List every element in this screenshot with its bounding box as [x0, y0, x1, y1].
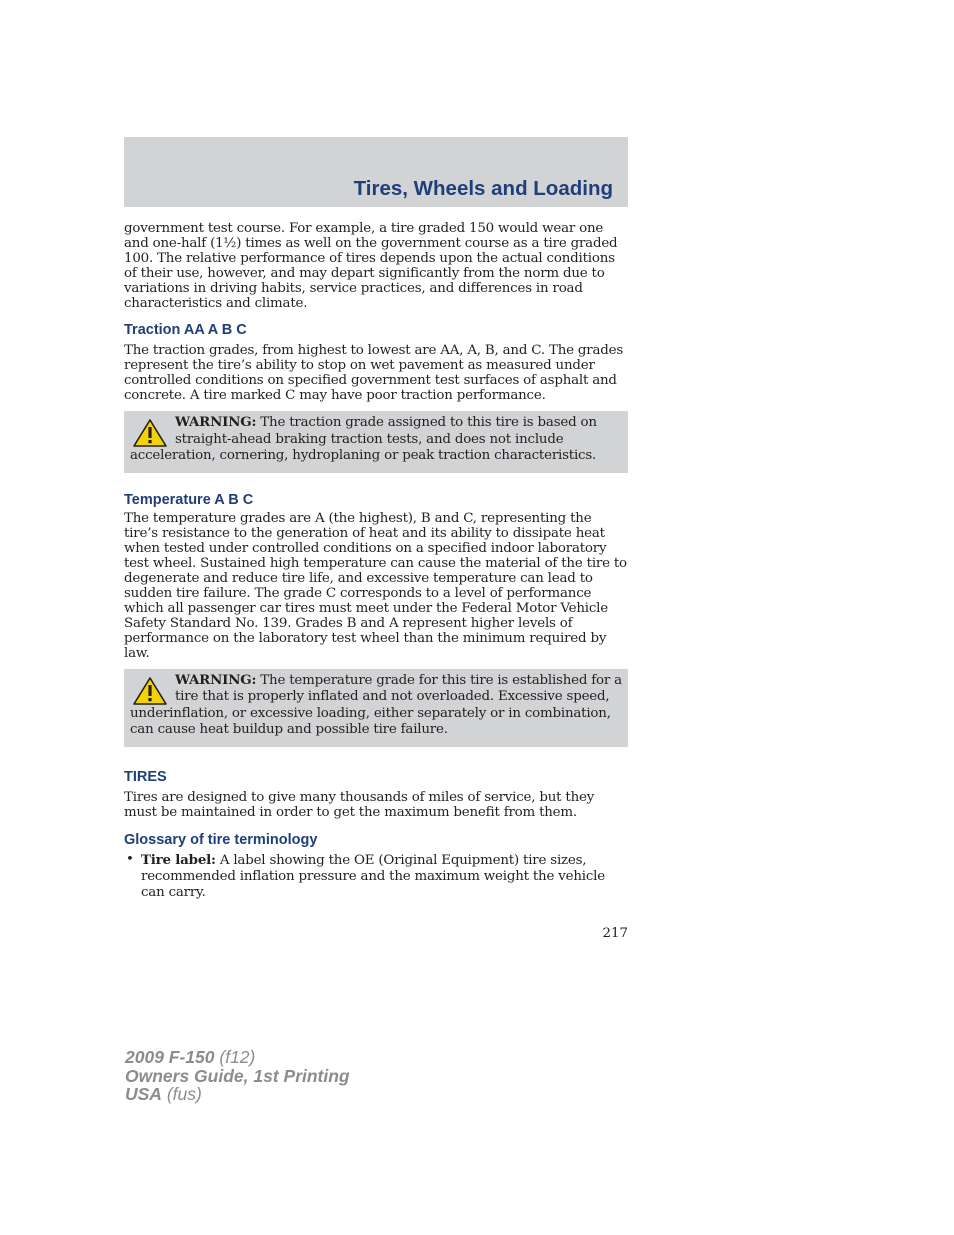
glossary-term: Tire label:: [141, 851, 216, 868]
temperature-warning-text: [130, 672, 622, 739]
footer-line-1: [125, 1048, 350, 1067]
traction-warning-text: [130, 414, 622, 465]
list-item: [124, 852, 628, 901]
tires-paragraph: Tires are designed to give many thousands of miles of service, but they must be maintained in order to get the maximum benefit from them.: [124, 789, 595, 820]
footer-model-code: (f12): [214, 1047, 256, 1067]
temperature-heading: Temperature A B C: [124, 491, 254, 508]
glossary-heading: Glossary of tire terminology: [124, 831, 318, 848]
temperature-paragraph: The temperature grades are A (the highest), B and C, representing the tire’s resistance to the generation of heat and its ability to dissipate heat when tested under controlled conditions on a specified indoor laboratory test wheel. Sustained high temperature can cause the material of the tire to degenerate and reduce tire life, and excessive temperature can lead to sudden tire failure. The grade C corresponds to a level of performance which all passenger car tires must meet under the Federal Motor Vehicle Safety Standard No. 139. Grades B and A represent higher levels of performance on the laboratory test wheel than the minimum required by law.: [124, 510, 627, 661]
traction-warning-box: [124, 411, 628, 473]
page-content: [124, 221, 628, 901]
traction-paragraph: The traction grades, from highest to lowest are AA, A, B, and C. The grades represent the tire’s ability to stop on wet pavement as measured under controlled conditions on specified government test surfaces of asphalt and concrete. A tire marked C may have poor traction performance.: [124, 343, 624, 403]
traction-heading: Traction AA A B C: [124, 322, 247, 338]
tires-heading: TIRES: [124, 768, 167, 785]
warning-body: The traction grade assigned to this tire is based on straight-ahead braking traction tests, and does not include acceleration, cornering, hydroplaning or peak traction characteristics.: [130, 415, 597, 463]
glossary-list: [124, 852, 628, 901]
bullet-icon: •: [126, 851, 134, 867]
page-number: 217: [602, 926, 628, 941]
warning-body: The temperature grade for this tire is established for a tire that is properly inflated and not overloaded. Excessive speed, underinflation, or excessive loading, either separately or in combination, can cause heat buildup and possible tire failure.: [130, 672, 622, 737]
footer-market: USA: [125, 1084, 162, 1104]
footer-market-code: (fus): [161, 1084, 202, 1104]
warning-triangle-icon: [132, 418, 168, 448]
warning-triangle-icon: [132, 676, 168, 706]
footer-line-3: [125, 1085, 350, 1104]
footer-imprint: [125, 1048, 350, 1104]
intro-paragraph: government test course. For example, a tire graded 150 would wear one and one-half (1½) times as well on the government course as a tire graded 100. The relative performance of tires depends upon the actual conditions of their use, however, and may depart significantly from the norm due to variations in driving habits, service practices, and differences in road characteristics and climate.: [124, 221, 618, 311]
warning-label: WARNING:: [175, 414, 257, 430]
glossary-definition: A label showing the OE (Original Equipment) tire sizes, recommended inflation pressure and the maximum weight the vehicle can carry.: [141, 852, 605, 900]
section-header-band: [124, 137, 628, 207]
warning-label: WARNING:: [175, 671, 257, 688]
footer-line-2: Owners Guide, 1st Printing: [125, 1065, 350, 1086]
section-title: Tires, Wheels and Loading: [353, 177, 613, 200]
temperature-warning-box: [124, 669, 628, 747]
footer-model: 2009 F-150: [125, 1047, 215, 1067]
